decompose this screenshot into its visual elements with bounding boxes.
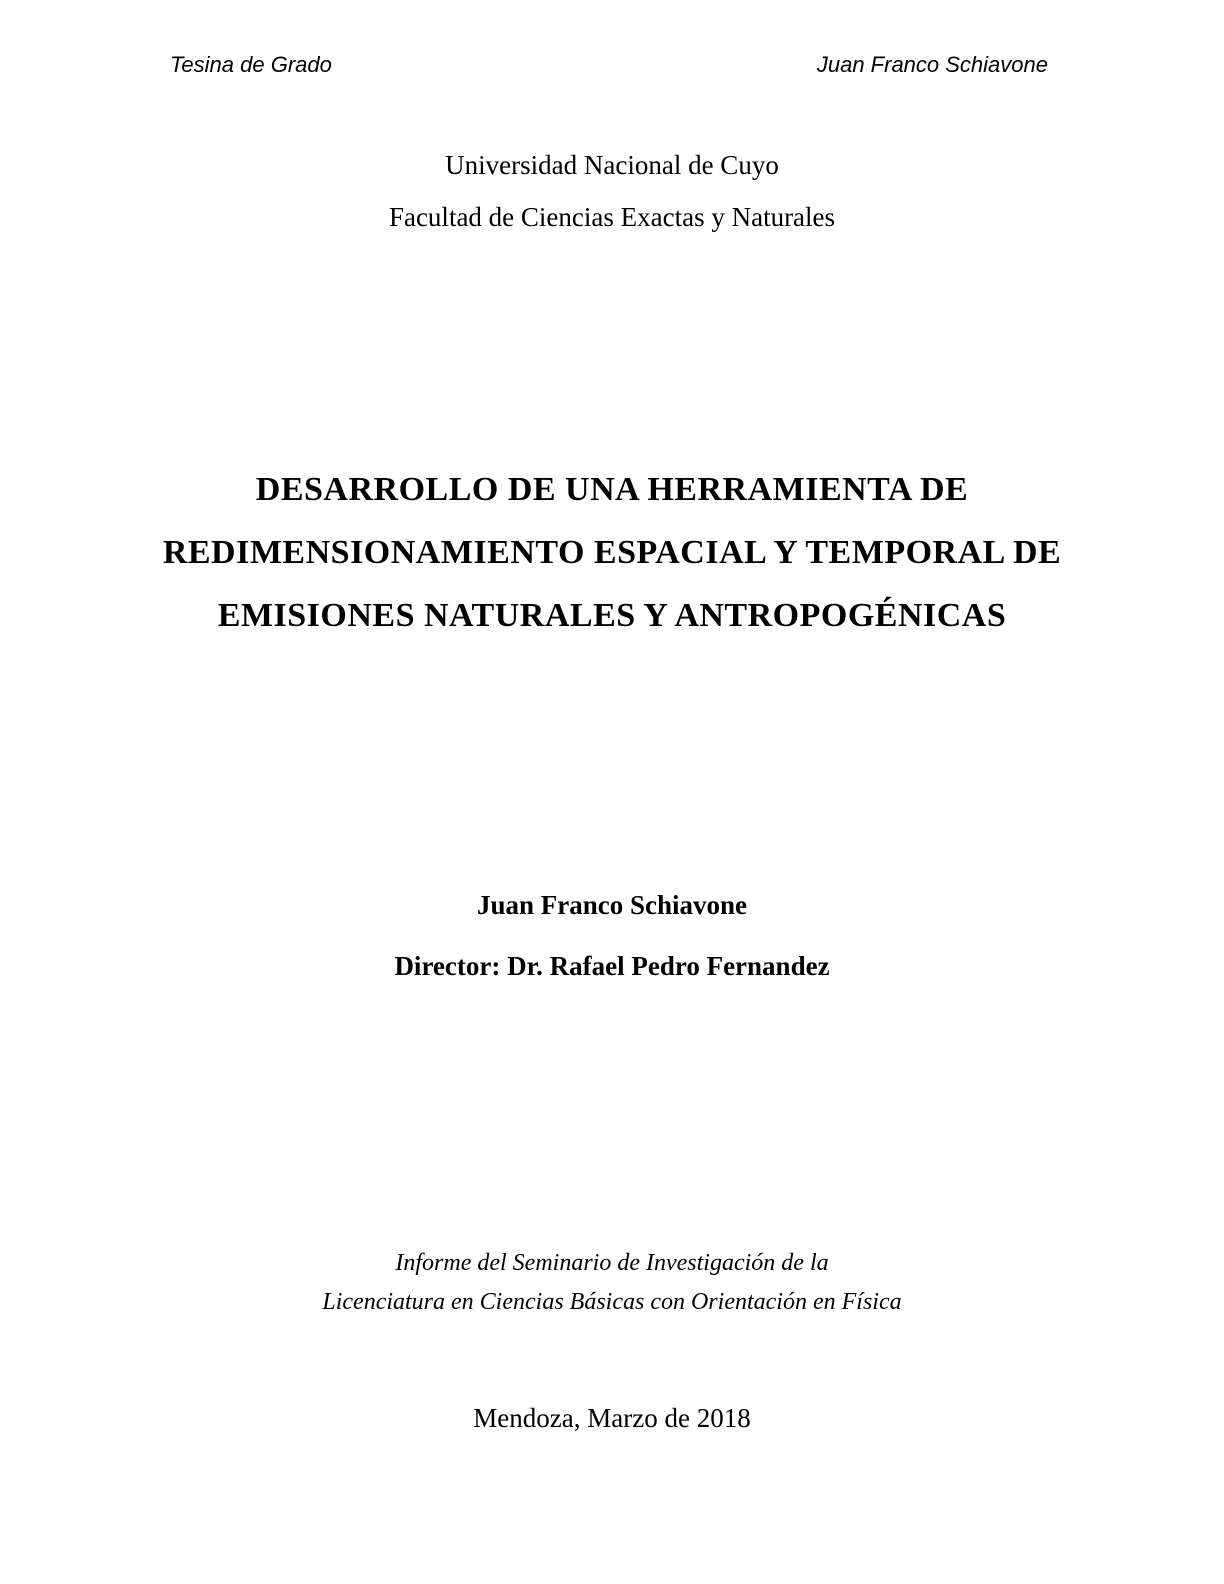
- university-name: Universidad Nacional de Cuyo: [445, 150, 779, 180]
- seminar-line-1: Informe del Seminario de Investigación de la: [395, 1250, 829, 1276]
- author-name: Juan Franco Schiavone: [476, 890, 748, 920]
- director-name: Director: Dr. Rafael Pedro Fernandez: [394, 951, 830, 981]
- thesis-title-line-1: DESARROLLO DE UNA HERRAMIENTA DE: [255, 471, 969, 508]
- seminar-line-2: Licenciatura en Ciencias Básicas con Orientación en Física: [322, 1289, 902, 1315]
- header-document-type: Tesina de Grado: [170, 52, 332, 77]
- institution-block: [110, 139, 1114, 243]
- place-and-date: Mendoza, Marzo de 2018: [473, 1403, 751, 1433]
- header-author-name: Juan Franco Schiavone: [816, 52, 1048, 77]
- page-header: [170, 52, 1048, 78]
- thesis-title-line-2: REDIMENSIONAMIENTO ESPACIAL Y TEMPORAL DE: [162, 534, 1062, 571]
- seminar-description: [110, 1244, 1114, 1322]
- thesis-title-line-3: EMISIONES NATURALES Y ANTROPOGÉNICAS: [217, 597, 1007, 634]
- faculty-name: Facultad de Ciencias Exactas y Naturales: [388, 202, 836, 232]
- thesis-title: [110, 458, 1114, 647]
